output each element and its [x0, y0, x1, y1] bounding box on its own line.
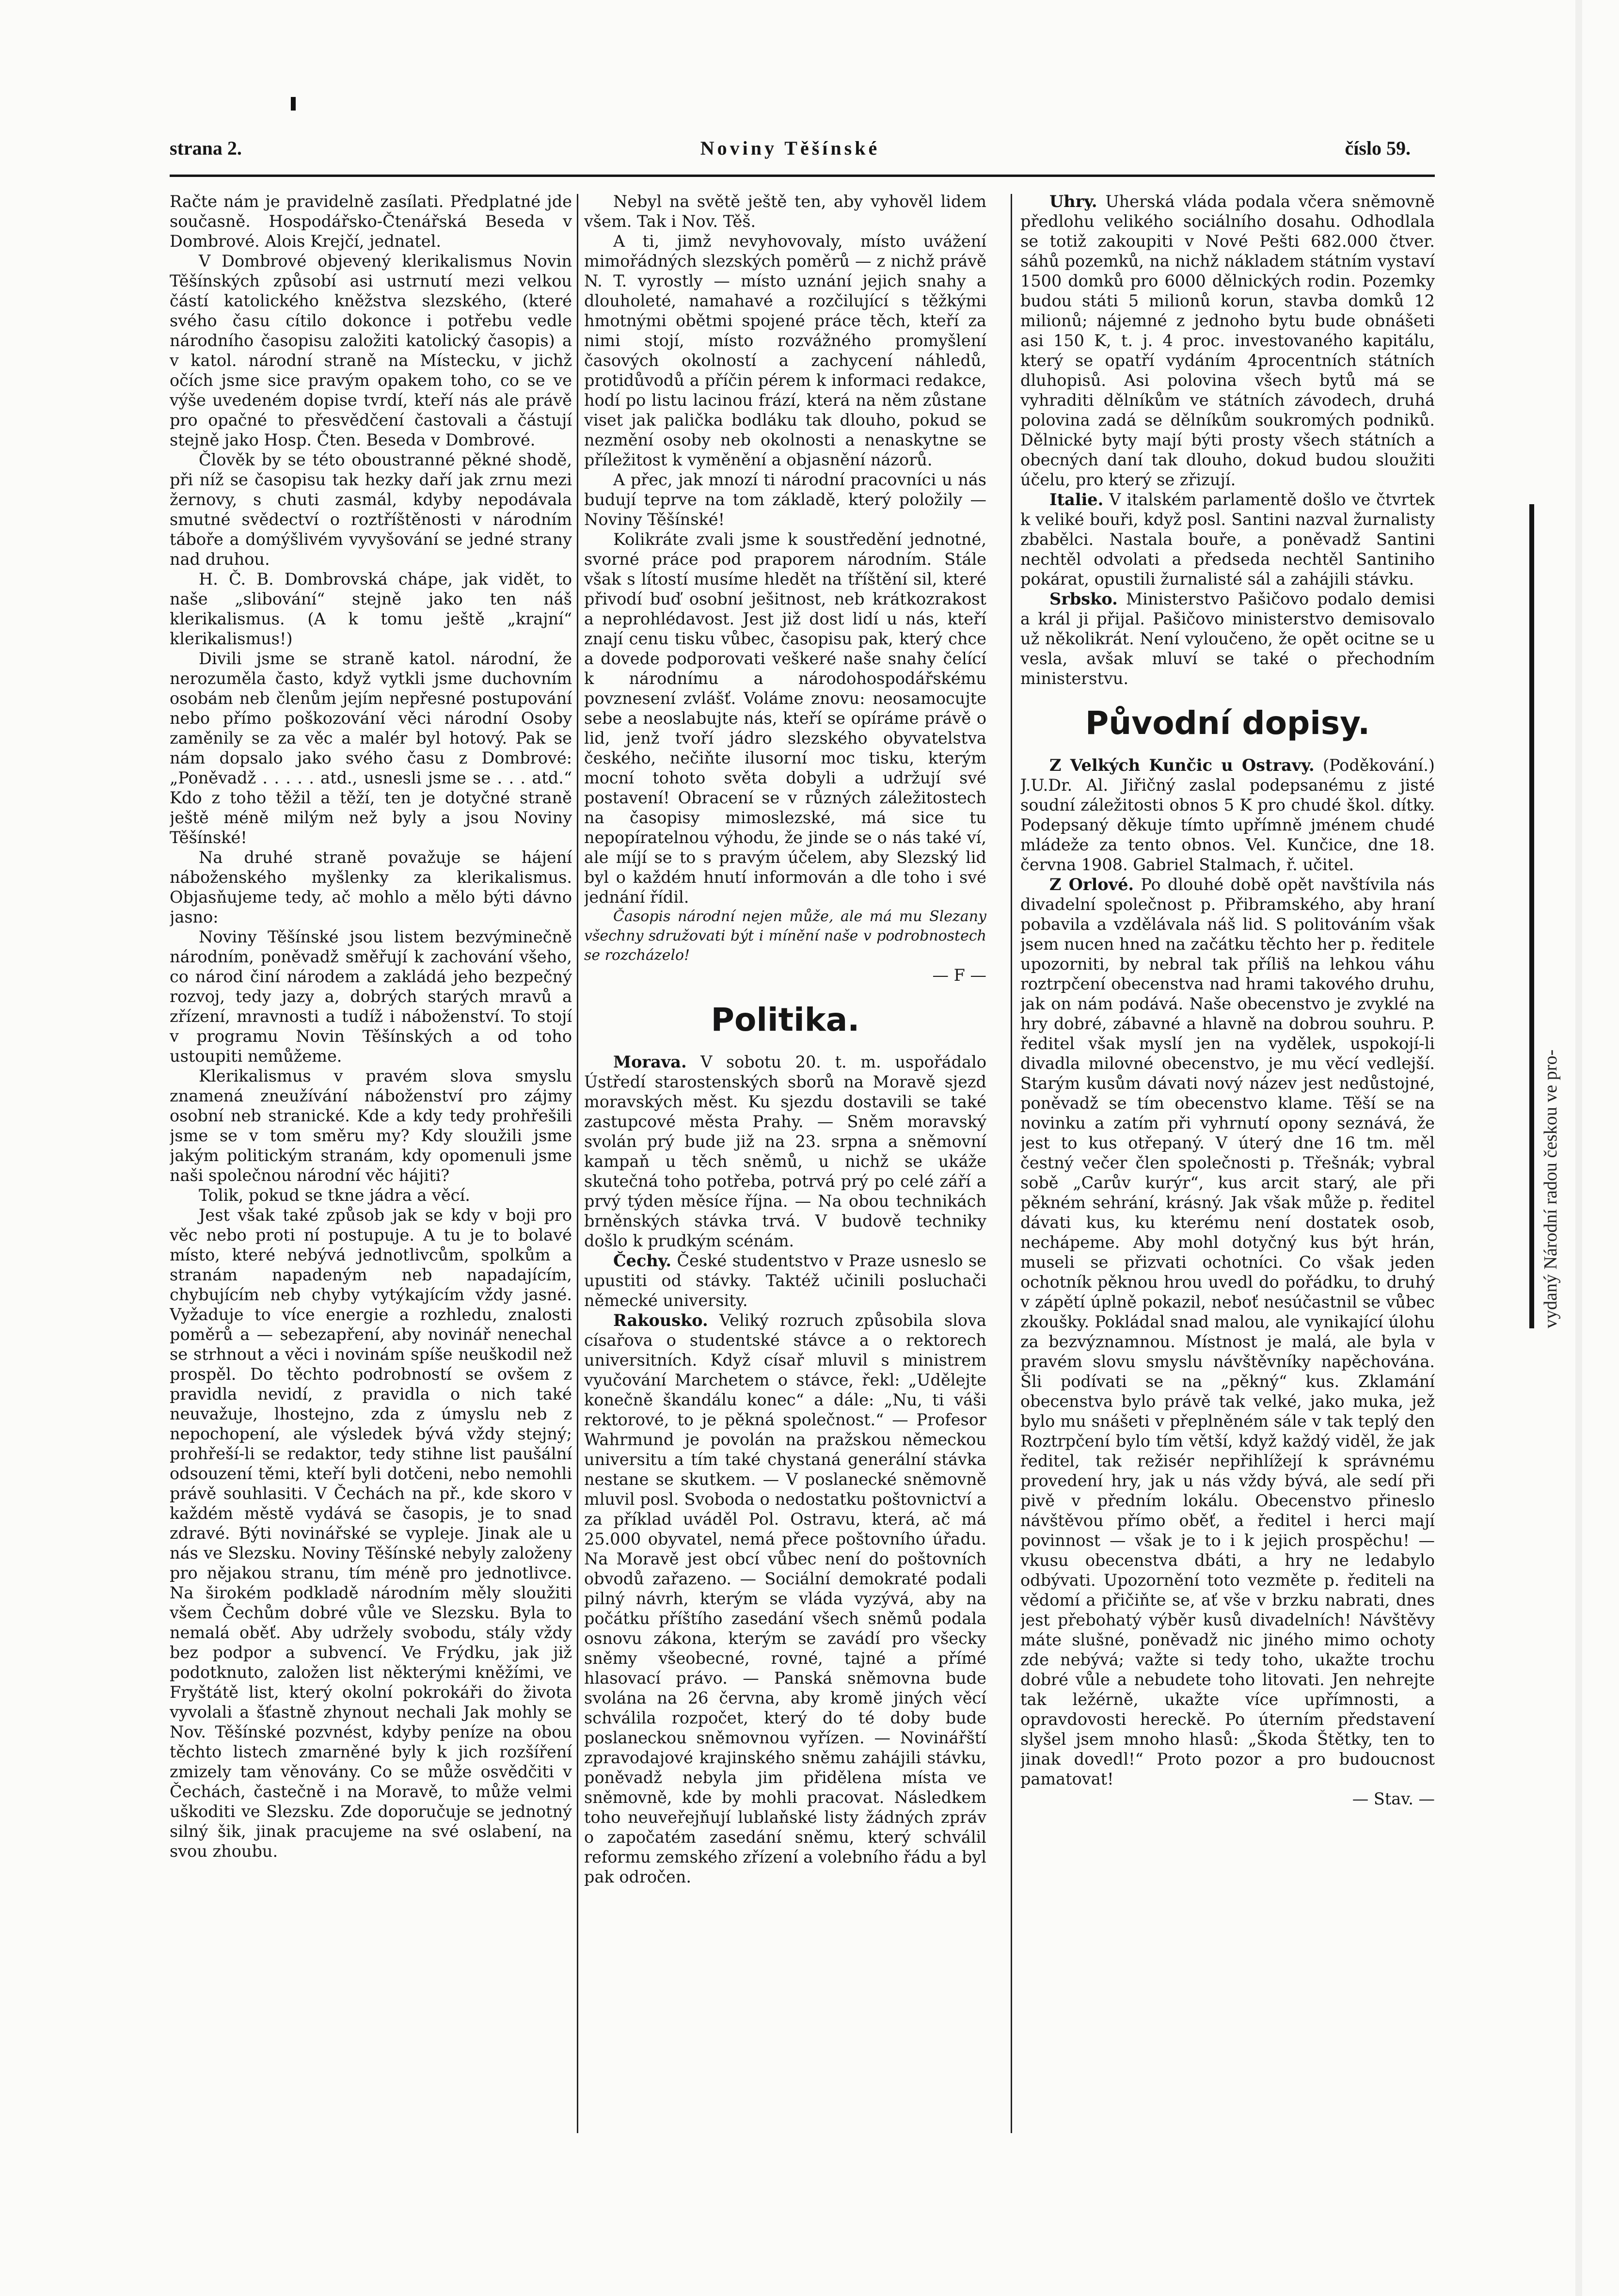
news-text: Uherská vláda podala včera sněmovně předlohu velikého sociálního dosahu. Odhodlala se totiž zakoupiti v Nové Pešti 682.000 čtver. sáhů pozemků, na nichž nákladem státním vystaví 1500 domků pro 6000 dělnických rodin. Pozemky budou státi 5 milionů korun, stavba domků 12 milionů; nájemné z jednoho bytu bude obnášeti asi 150 K, t. j. 4 proc. investovaného kapitálu, který se opatří vydáním 4procentních státních dluhopisů. Asi polovina všech bytů má se vyhraditi dělníkům ve státních závodech, druhá polovina zadá se dělníkům soukromých podniků. Dělnické byty mají býti prosty všech státních a obecných daní tak dlouho, dokud budou sloužiti účelu, pro který se zřizují. [1020, 192, 1435, 489]
paragraph: Kolikráte zvali jsme k soustředění jednotné, svorné práce pod praporem národním. Stále však s lítostí musíme hledět na tříštění sil, které přivodí buď osobní ješitnost, neb krátkozrakost a neprohlédavost. Jest již dost lidí u nás, kteří znají cenu tisku vůbec, časopisu pak, který chce a dovede podporovati veškeré naše snahy čelící k národnímu a národohospodářskému povznesení zvlášť. Voláme znovu: neosamocujte sebe a neoslabujte nás, kteří se opíráme právě o lid, jenž tvoří jádro slezského obyvatelstva českého, nečiňte ilusorní moc tisku, kterým mocní tohoto světa dobyli a udržují své postavení! Obracení se v různých záležitostech na časopisy mimoslezské, má sice tu nepopíratelnou výhodu, že jinde se o nás také ví, ale míjí se to s pravým účelem, aby Slezský lid byl o každém hnutí informován a dle toho i své jednání řídil. [584, 530, 986, 907]
page-edge [1575, 0, 1582, 2296]
news-text: Veliký rozruch způsobila slova císařova o studentské stávce a o rektorech universitních. Když císař mluvil s ministrem vyučování Marchetem o stávce, řekl: „Udělejte konečně škandálu konec“ a dále: „Nu, ti váši rektorové, to je pěkná společnost.“ — Profesor Wahrmund je povolán na pražskou německou universitu a tím také chystaná generální stávka nestane se skutkem. — V poslanecké sněmovně mluvil posl. Svoboda o nedostatku poštovnictví a za příklad uváděl Pol. Ostravu, která, ač má 25.000 obyvatel, nemá přece poštovního úřadu. Na Moravě jest obcí vůbec není do poštovních obvodů zařazeno. — Sociální demokraté podali pilný návrh, kterým se vláda vyzývá, aby na počátku příštího zasedání všech sněmů podala osnovu zákona, kterým se zavádí pro všecky sněmy všeobecné, rovné, tajné a přímé hlasovací právo. — Panská sněmovna bude svolána na 26 června, aby kromě jiných věcí schválila rozpočet, který do té doby bude poslaneckou sněmovnou vyřízen. — Novinářští zpravodajové krajinského sněmu zahájili stávku, poněvadž nebyla jim přidělena místa ve sněmovně, kde by mohli pracovat. Následkem toho neuveřejňují lublaňské listy žádných zpráv o započatém zasedání sněmu, který schválil reformu zemského zřízení a volebního řádu a byl pak odročen. [584, 1311, 986, 1886]
paragraph: Na druhé straně považuje se hájení náboženského myšlenky za klerikalismus. Objasňujeme tedy, ač mohlo a mělo býti dávno jasno: [170, 848, 572, 926]
news-lead: Morava. [613, 1052, 687, 1071]
motto: Časopis národní nejen může, ale má mu Slezany všechny sdružovati být i mínění naše v podrobnostech se rozcházelo! [584, 908, 986, 964]
news-item [584, 1052, 986, 1251]
section-title-politika: Politika. [711, 1001, 860, 1038]
paragraph: Noviny Těšínské jsou listem bezvýminečně národním, poněvadž směřují k zachování všeho, co národ činí národem a zakládá jeho bezpečný rozvoj, tedy jazy a, dobrých starých mravů a zřízení, mravnosti a tudíž i náboženství. To stojí v programu Novin Těšínských a od toho ustoupiti nemůžeme. [170, 927, 572, 1066]
paragraph: A ti, jimž nevyhovovaly, místo uvážení mimořádných slezských poměrů — z nichž právě N. T. vyrostly — místo uznání jejich snahy a dlouholeté, namahavé a rozčilující s těžkými hmotnými obětmi spojené práce těch, kteří za nimi stojí, místo rozvážného promyšlení časových okolností a zachycení náhledů, protidůvodů a příčin pérem k informaci redakce, hodí po listu lacinou frází, která na něm zůstane viset jak palička bodláku tak dlouho, pokud se nezmění osoby neb okolnosti a nenaskytne se příležitost k vyměnění a objasnění názorů. [584, 232, 986, 469]
letter-lead: Z Velkých Kunčic u Ostravy. [1049, 756, 1315, 775]
paragraph: A přec, jak mnozí ti národní pracovníci u nás budují teprve na tom základě, který položily — Noviny Těšínské! [584, 470, 986, 529]
news-lead: Rakousko. [613, 1311, 708, 1330]
print-mark [291, 97, 296, 111]
sidebar-text: vydaný Národní radou českou ve pro- [1540, 1049, 1561, 1328]
page-number: strana 2. [170, 137, 242, 159]
paragraph: Jest však také způsob jak se kdy v boji pro věc nebo proti ní postupuje. A tu je to bolavé místo, které nebývá jednotlivcům, spolkům a stranám napadeným neb napadajícím, chybujícím neb chyby vytýkajícím vždy jasné. Vyžaduje to více energie a rozhledu, znalosti poměrů a — sebezapření, aby novinář nenechal se strhnout a věci i novinám spíše neuškodil než prospěl. Do těchto podrobností se ovšem z pravidla nevidí, z pravidla o nich také neuvažuje, lhostejno, zda z úmyslu neb z nepochopení, ale výsledek bývá vždy stejný; prohřeší-li se redaktor, tedy stihne list paušální odsouzení těmi, kteří byli dotčeni, nebo nemohli právě souhlasiti. V Čechách na př., kde skoro v každém městě vydává se časopis, je to snad zdravé. Býti novinářské se vypleje. Jinak ale u nás ve Slezsku. Noviny Těšínské nebyly založeny pro nějakou stranu, tím méně pro jednotlivce. Na širokém podkladě národním měly sloužiti všem Čechům dobré vůle ve Slezsku. Byla to nemalá oběť. Aby udržely svobodu, stály vždy bez podpor a subvencí. Ve Frýdku, jak již podotknuto, založen list některými kněžími, ve Fryštátě list, který okolní pokrokáři do života vyvolali a šťastně zhynout nechali Jak mohly se Nov. Těšínské pozvnést, kdyby peníze na obou těchto listech zmarněné byly k jich rozšíření zmizely tam věnovány. Co se může osvědčiti v Čechách, častečně i na Moravě, to může velmi uškoditi ve Slezsku. Zde doporučuje se jednotný silný šik, jinak pracujeme na své oslabení, na svou zhoubu. [170, 1206, 572, 1861]
news-text: České studentstvo v Praze usneslo se upustiti od stávky. Taktéž učinili posluchači německé university. [584, 1251, 986, 1310]
news-item [1020, 191, 1435, 490]
paragraph: Nebyl na světě ještě ten, aby vyhověl lidem všem. Tak i Nov. Těš. [584, 192, 986, 231]
news-lead: Srbsko. [1049, 590, 1118, 608]
letter-text: Po dlouhé době opět navštívila nás divadelní společnost p. Přibramského, aby hraní pobavila a vzdělávala náš lid. S politováním však jsem nucen hned na začátku těchto her p. ředitele upozorniti, by nebral tak příliš na lehkou váhu roztrpčení obecenstva nad hrami takového druhu, jak on nám podává. Naše obecenstvo je zvyklé na hry dobré, zábavné a hlavně na dobrou souhru. P. ředitel však myslí jen na vydělek, uspokojí-li divadla milovné obecenstvo, je mu věcí vedlejší. Starým kusům dávati nový název jest nedůstojné, poněvadž se tím obecenstvo klame. Těší se na novinku a zatím při vyhrnutí opony seznává, že jest to kus otřepaný. V úterý dne 16 tm. měl čestný večer člen společnosti p. Třešnák; vybral sobě „Carův kurýr“, kus arcit starý, ale při pěkném sehrání, krásný. Jak však může p. ředitel dávati kus, ku kterému není dostatek osob, nechápeme. Aby mohl dotyčný kus být hrán, museli se přizvati ochotníci. Co však jeden ochotník pěknou hrou uvedl do pořádku, to druhý v zápětí úplně pokazil, neboť nesúčastnil se vůbec zkoušky. Pokládal snad malou, ale vynikající úlohu za bezvýznamnou. Místnost je malá, ale byla v pravém slovu smyslu návštěvníky napěchována. Šli podívati se na „pěkný“ kus. Zklamání obecenstva bylo právě tak velké, jako muka, jež bylo mu snášeti v přeplněném sále v tak teplý den Roztrpčení bylo tím větší, když každý viděl, že jak ředitel, tak režisér nepřihlížejí k správnému provedení hry, jak u nás vždy bývá, ale sedí při pivě v předním lokálu. Obecenstvo přineslo návštěvou přímo oběť, a ředitel i herci mají povinnost — však je to i k jejich prospěchu! — vkusu obecenstva dbáti, a hry ne ledabylo odbývati. Upozornění toto vezměte p. řediteli na vědomí a přičiňte se, ať vše v brzku nabrati, dnes jest přebohatý výběr kusů divadelních! Návštěvy máte slušné, poněvadž nic jiného mimo ochoty zde nebývá; važte si tedy toho, ukažte trochu dobré vůle a nebudete toho litovati. Jen nehrejte tak ležérně, ukažte více upřímnosti, a opravdovosti hereckě. Po úterním představení slyšel jsem mnoho hlasů: „Škoda Štětky, ten to jinak dovedl!“ Proto pozor a pro budoucnost pamatovat! [1020, 875, 1435, 1788]
letter-lead: Z Orlové. [1049, 875, 1134, 894]
news-text: Ministerstvo Pašičovo podalo demisi a král ji přijal. Pašičovo ministerstvo demisovalo už několikrát. Není vyloučeno, že opět ocitne se u vesla, avšak mluví se také o přechodním ministerstvu. [1020, 590, 1435, 688]
letter-signature: — Stav. — [1352, 1789, 1435, 1808]
column-divider [1011, 194, 1012, 2133]
news-lead: Čechy. [613, 1251, 672, 1270]
paragraph: Klerikalismus v pravém slova smyslu znamená zneužívání náboženství pro zájmy osobní neb stranické. Kde a kdy tedy prohřešili jsme se v tom směru my? Kdy sloužili jsme jakým politickým stranám, kdy opomenuli jsme naši společnou národní věc hájiti? [170, 1067, 572, 1185]
paragraph: Račte nám je pravidelně zasílati. Předplatné jde současně. Hospodářsko-Čtenářská Beseda v Dombrové. Alois Krejčí, jednatel. [170, 192, 572, 251]
letter-item [1020, 755, 1435, 875]
news-item [1020, 589, 1435, 688]
issue-number: číslo 59. [1345, 137, 1411, 159]
paragraph: H. Č. B. Dombrovská chápe, jak vidět, to naše „slibování“ stejně jako ten náš klerikalismus. (A k tomu ještě „krajní“ klerikalismus!) [170, 570, 572, 648]
paragraph: V Dombrové objevený klerikalismus Novin Těšínských způsobí asi ustrnutí mezi velkou částí katolického kněžstva slezského, (které svého času cítilo dokonce i potřebu vedle národního časopisu založiti katolický časopis) a v katol. národní straně na Místecku, v jichž očích jsme sice pravým opakem toho, co se ve výše uvedeném dopise tvrdí, kteří nás ale právě pro opačné to přesvědčení častovali a částují stejně jako Hosp. Čten. Beseda v Dombrové. [170, 252, 572, 449]
newspaper-title: Noviny Těšínské [700, 137, 880, 159]
page-header [170, 137, 1411, 166]
letter-item [1020, 875, 1435, 1789]
paragraph: Divili jsme se straně katol. národní, že nerozuměla často, když vytkli jsme duchovním osobám neb členům jejím nepřesné postupování nebo přímo poškozování věci národní Osoby zaměnily se za věc a malér byl hotový. Pak se nám dopsalo jako svého času z Dombrové: „Poněvadž . . . . . atd., usnesli jsme se . . . atd.“ Kdo z toho těžil a těží, ten je dotyčné straně ještě méně milým než byly a jsou Noviny Těšínské! [170, 649, 572, 847]
column-divider [577, 194, 578, 2133]
margin-sidebar [1529, 504, 1568, 1328]
sidebar-bar [1529, 504, 1534, 1328]
news-item [584, 1251, 986, 1310]
column-2 [584, 191, 986, 2121]
motto-signature: — F — [932, 966, 986, 985]
column-1 [170, 191, 572, 2121]
news-item [1020, 490, 1435, 589]
letter-text: (Poděkování.) J.U.Dr. Al. Jiřičný zaslal podepsanému z jisté soudní záležitosti obnos 5 K pro chudé škol. dítky. Podepsaný děkuje tímto upřímně jménem chudé mládeže za tento obnos. Vel. Kunčice, dne 18. června 1908. Gabriel Stalmach, ř. učitel. [1020, 756, 1435, 874]
news-item [584, 1310, 986, 1887]
header-rule [170, 175, 1435, 177]
news-text: V sobotu 20. t. m. uspořádalo Ústředí starostenských sborů na Moravě sjezd moravských měst. Ku sjezdu dostavili se také zastupcové města Prahy. — Sněm moravský svolán prý bude již na 23. srpna a sněmovní kampaň u těch sněmů, u nichž se ukáže skutečná toho potřeba, potrvá prý po celé září a prvý týden měsíce října. — Na obou technikách brněnských stávka trvá. V budově techniky došlo k prudkým scénám. [584, 1052, 986, 1250]
news-lead: Uhry. [1049, 192, 1097, 211]
paragraph: Tolik, pokud se tkne jádra a věcí. [199, 1186, 470, 1205]
paragraph: Člověk by se této oboustranné pěkné shodě, při níž se časopisu tak hezky daří jak zrnu mezi žernovy, s chuti zasmál, kdyby nepodávala smutné svědectví o roztříštěnosti v národním táboře a domýšlivém vyvyšování se jedné strany nad druhou. [170, 450, 572, 569]
column-3 [1020, 191, 1435, 2121]
news-lead: Italie. [1049, 490, 1104, 509]
section-title-dopisy: Původní dopisy. [1085, 704, 1370, 742]
news-text: V italském parlamentě došlo ve čtvrtek k veliké bouři, když posl. Santini nazval žurnalisty zbabělci. Nastala bouře, a poněvadž Santini nechtěl odvolati a předseda nechtěl Santiniho pokárat, opustili žurnalisté sál a zahájili stávku. [1020, 490, 1435, 589]
